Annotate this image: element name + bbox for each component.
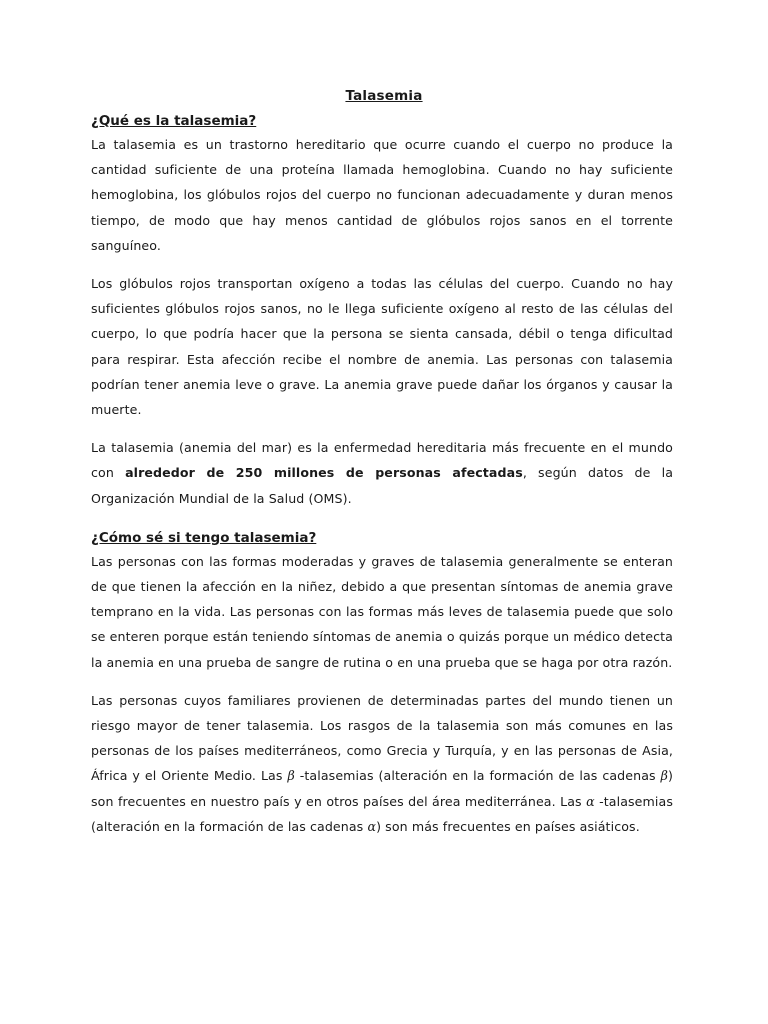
riesgo-text-b: -talasemias (alteración en la formación de las cadenas [294,768,661,784]
section-heading-como-se: ¿Cómo sé si tengo talasemia? [91,529,317,546]
document-body [91,110,673,839]
riesgo-text-e: ) son más frecuentes en países asiáticos. [376,818,640,834]
section-heading-que-es: ¿Qué es la talasemia? [91,113,257,129]
riesgo-text-a: Las personas cuyos familiares provienen de determinadas partes del mundo tienen un riesgo mayor de tener talasemia. Los rasgos de la talasemia son más comunes en las personas de los países mediterráneos, como Grecia y Turquía, y en las personas de Asia, África y el Oriente Medio. Las [91,692,673,784]
alpha-symbol: α [367,818,377,834]
paragraph-riesgo [91,688,673,839]
prevalencia-text-end: , según datos de la Organización Mundial de la Salud (OMS). [91,465,674,506]
paragraph-prevalencia [91,435,673,511]
prevalencia-bold-figure: alrededor de 250 millones de personas afectadas [125,465,523,481]
beta-symbol: β [660,768,668,784]
riesgo-text-c: ) son frecuentes en nuestro país y en otros países del área mediterránea. Las [91,768,673,809]
riesgo-text-d: -talasemias (alteración en la formación de las cadenas [91,793,673,834]
alpha-symbol: α [586,793,595,809]
paragraph-globulos-rojos: Los glóbulos rojos transportan oxígeno a todas las células del cuerpo. Cuando no hay suficientes glóbulos rojos sanos, no le llega suficiente oxígeno al resto de las células del cuerpo, lo que podría hacer que la persona se sienta cansada, débil o tenga dificultad para respirar. Esta afección recibe el nombre de anemia. Las personas con talasemia podrían tener anemia leve o grave. La anemia grave puede dañar los órganos y causar la muerte. [91,276,673,418]
paragraph-diagnostico: Las personas con las formas moderadas y graves de talasemia generalmente se enteran de que tienen la afección en la niñez, debido a que presentan síntomas de anemia grave temprano en la vida. Las personas con las formas más leves de talasemia puede que solo se enteren porque están teniendo síntomas de anemia o quizás porque un médico detecta la anemia en una prueba de sangre de rutina o en una prueba que se haga por otra razón. [91,553,673,670]
prevalencia-text-start: La talasemia (anemia del mar) es la enfermedad hereditaria más frecuente en el mundo con [91,440,673,481]
beta-symbol: β [287,768,295,784]
paragraph-definicion: La talasemia es un trastorno hereditario que ocurre cuando el cuerpo no produce la cantidad suficiente de una proteína llamada hemoglobina. Cuando no hay suficiente hemoglobina, los glóbulos rojos del cuerpo no funcionan adecuadamente y duran menos tiempo, de modo que hay menos cantidad de glóbulos rojos sanos en el torrente sanguíneo. [91,137,673,253]
document-title: Talasemia [345,88,423,104]
